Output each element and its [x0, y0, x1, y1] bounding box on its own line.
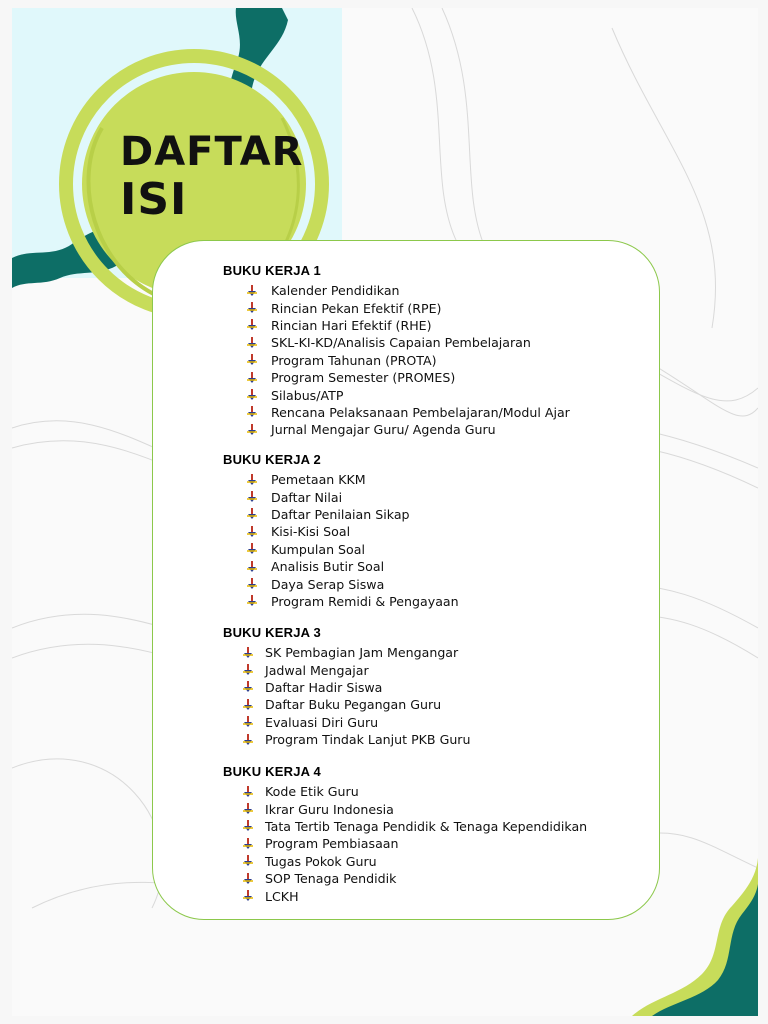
list-item [223, 421, 570, 438]
list-item [223, 800, 587, 817]
arrow-bullet-icon [243, 854, 253, 868]
list-item [223, 334, 570, 351]
list-item-text: Rincian Hari Efektif (RHE) [271, 317, 432, 333]
arrow-bullet-icon [247, 388, 257, 402]
list-item-text: Daftar Penilaian Sikap [271, 506, 410, 522]
list-item [223, 714, 470, 731]
list-item-text: Silabus/ATP [271, 387, 344, 403]
arrow-bullet-icon [243, 733, 253, 747]
list-item-text: Kalender Pendidikan [271, 283, 400, 299]
list-item [223, 471, 459, 488]
arrow-bullet-icon [243, 889, 253, 903]
list-item [223, 541, 459, 558]
list-item [223, 523, 459, 540]
arrow-bullet-icon [247, 473, 257, 487]
arrow-bullet-icon [247, 301, 257, 315]
list-item-text: Program Tahunan (PROTA) [271, 352, 437, 368]
list-item [223, 558, 459, 575]
list-item-text: Program Pembiasaan [265, 836, 399, 852]
list-item [223, 282, 570, 299]
title-line-2: ISI [120, 174, 188, 225]
arrow-bullet-icon [247, 560, 257, 574]
arrow-bullet-icon [247, 353, 257, 367]
section-buku-kerja-1 [223, 263, 570, 439]
list-item-text: Analisis Butir Soal [271, 559, 385, 575]
list-item-text: Daftar Buku Pegangan Guru [265, 697, 442, 713]
arrow-bullet-icon [243, 680, 253, 694]
arrow-bullet-icon [247, 525, 257, 539]
list-item-text: SOP Tenaga Pendidik [265, 871, 397, 887]
list-item-text: Program Remidi & Pengayaan [271, 593, 459, 609]
arrow-bullet-icon [243, 837, 253, 851]
list-item-text: Daya Serap Siswa [271, 576, 385, 592]
arrow-bullet-icon [247, 507, 257, 521]
arrow-bullet-icon [247, 371, 257, 385]
arrow-bullet-icon [243, 646, 253, 660]
list-item-text: Kumpulan Soal [271, 541, 365, 557]
list-item-text: Kode Etik Guru [265, 784, 359, 800]
table-of-contents-card [152, 240, 660, 920]
list-item [223, 506, 459, 523]
list-item-text: Kisi-Kisi Soal [271, 524, 351, 540]
arrow-bullet-icon [247, 594, 257, 608]
list-item-text: Tata Tertib Tenaga Pendidik & Tenaga Kependidikan [265, 818, 588, 834]
list-item [223, 404, 570, 421]
section-buku-kerja-4 [223, 764, 587, 905]
section-item-list [223, 471, 459, 610]
list-item-text: Daftar Hadir Siswa [265, 679, 383, 695]
arrow-bullet-icon [247, 542, 257, 556]
list-item [223, 783, 587, 800]
list-item [223, 575, 459, 592]
list-item-text: Tugas Pokok Guru [265, 853, 377, 869]
list-item [223, 835, 587, 852]
list-item-text: SKL-KI-KD/Analisis Capaian Pembelajaran [271, 335, 531, 351]
list-item-text: Program Semester (PROMES) [271, 370, 456, 386]
section-heading: BUKU KERJA 3 [223, 625, 321, 640]
section-item-list [223, 783, 587, 905]
arrow-bullet-icon [247, 577, 257, 591]
list-item [223, 818, 587, 835]
list-item [223, 679, 470, 696]
list-item [223, 853, 587, 870]
list-item [223, 299, 570, 316]
list-item [223, 870, 587, 887]
list-item [223, 317, 570, 334]
section-buku-kerja-3 [223, 625, 470, 748]
list-item [223, 386, 570, 403]
list-item [223, 352, 570, 369]
section-item-list [223, 282, 570, 439]
list-item-text: Rencana Pelaksanaan Pembelajaran/Modul Ajar [271, 404, 570, 420]
section-heading: BUKU KERJA 2 [223, 452, 321, 467]
section-heading: BUKU KERJA 1 [223, 263, 321, 278]
document-page [12, 8, 758, 1016]
title-line-1: DAFTAR [120, 129, 304, 175]
list-item-text: SK Pembagian Jam Mengangar [265, 645, 459, 661]
arrow-bullet-icon [243, 802, 253, 816]
section-heading: BUKU KERJA 4 [223, 764, 321, 779]
section-item-list [223, 644, 470, 748]
arrow-bullet-icon [247, 405, 257, 419]
arrow-bullet-icon [243, 819, 253, 833]
list-item-text: Jurnal Mengajar Guru/ Agenda Guru [271, 422, 496, 438]
list-item [223, 696, 470, 713]
arrow-bullet-icon [243, 872, 253, 886]
section-buku-kerja-2 [223, 452, 459, 610]
arrow-bullet-icon [243, 698, 253, 712]
list-item-text: Jadwal Mengajar [265, 662, 369, 678]
arrow-bullet-icon [247, 318, 257, 332]
list-item-text: Rincian Pekan Efektif (RPE) [271, 300, 442, 316]
list-item [223, 661, 470, 678]
list-item-text: Ikrar Guru Indonesia [265, 801, 394, 817]
page-title [120, 129, 304, 225]
arrow-bullet-icon [247, 336, 257, 350]
list-item [223, 644, 470, 661]
arrow-bullet-icon [247, 423, 257, 437]
list-item-text: Pemetaan KKM [271, 472, 366, 488]
arrow-bullet-icon [243, 663, 253, 677]
list-item-text: Evaluasi Diri Guru [265, 714, 379, 730]
list-item [223, 731, 470, 748]
list-item [223, 593, 459, 610]
arrow-bullet-icon [247, 490, 257, 504]
arrow-bullet-icon [247, 284, 257, 298]
list-item [223, 887, 587, 904]
list-item-text: Program Tindak Lanjut PKB Guru [265, 732, 471, 748]
arrow-bullet-icon [243, 785, 253, 799]
list-item [223, 488, 459, 505]
list-item [223, 369, 570, 386]
arrow-bullet-icon [243, 715, 253, 729]
list-item-text: Daftar Nilai [271, 489, 343, 505]
list-item-text: LCKH [265, 888, 299, 904]
